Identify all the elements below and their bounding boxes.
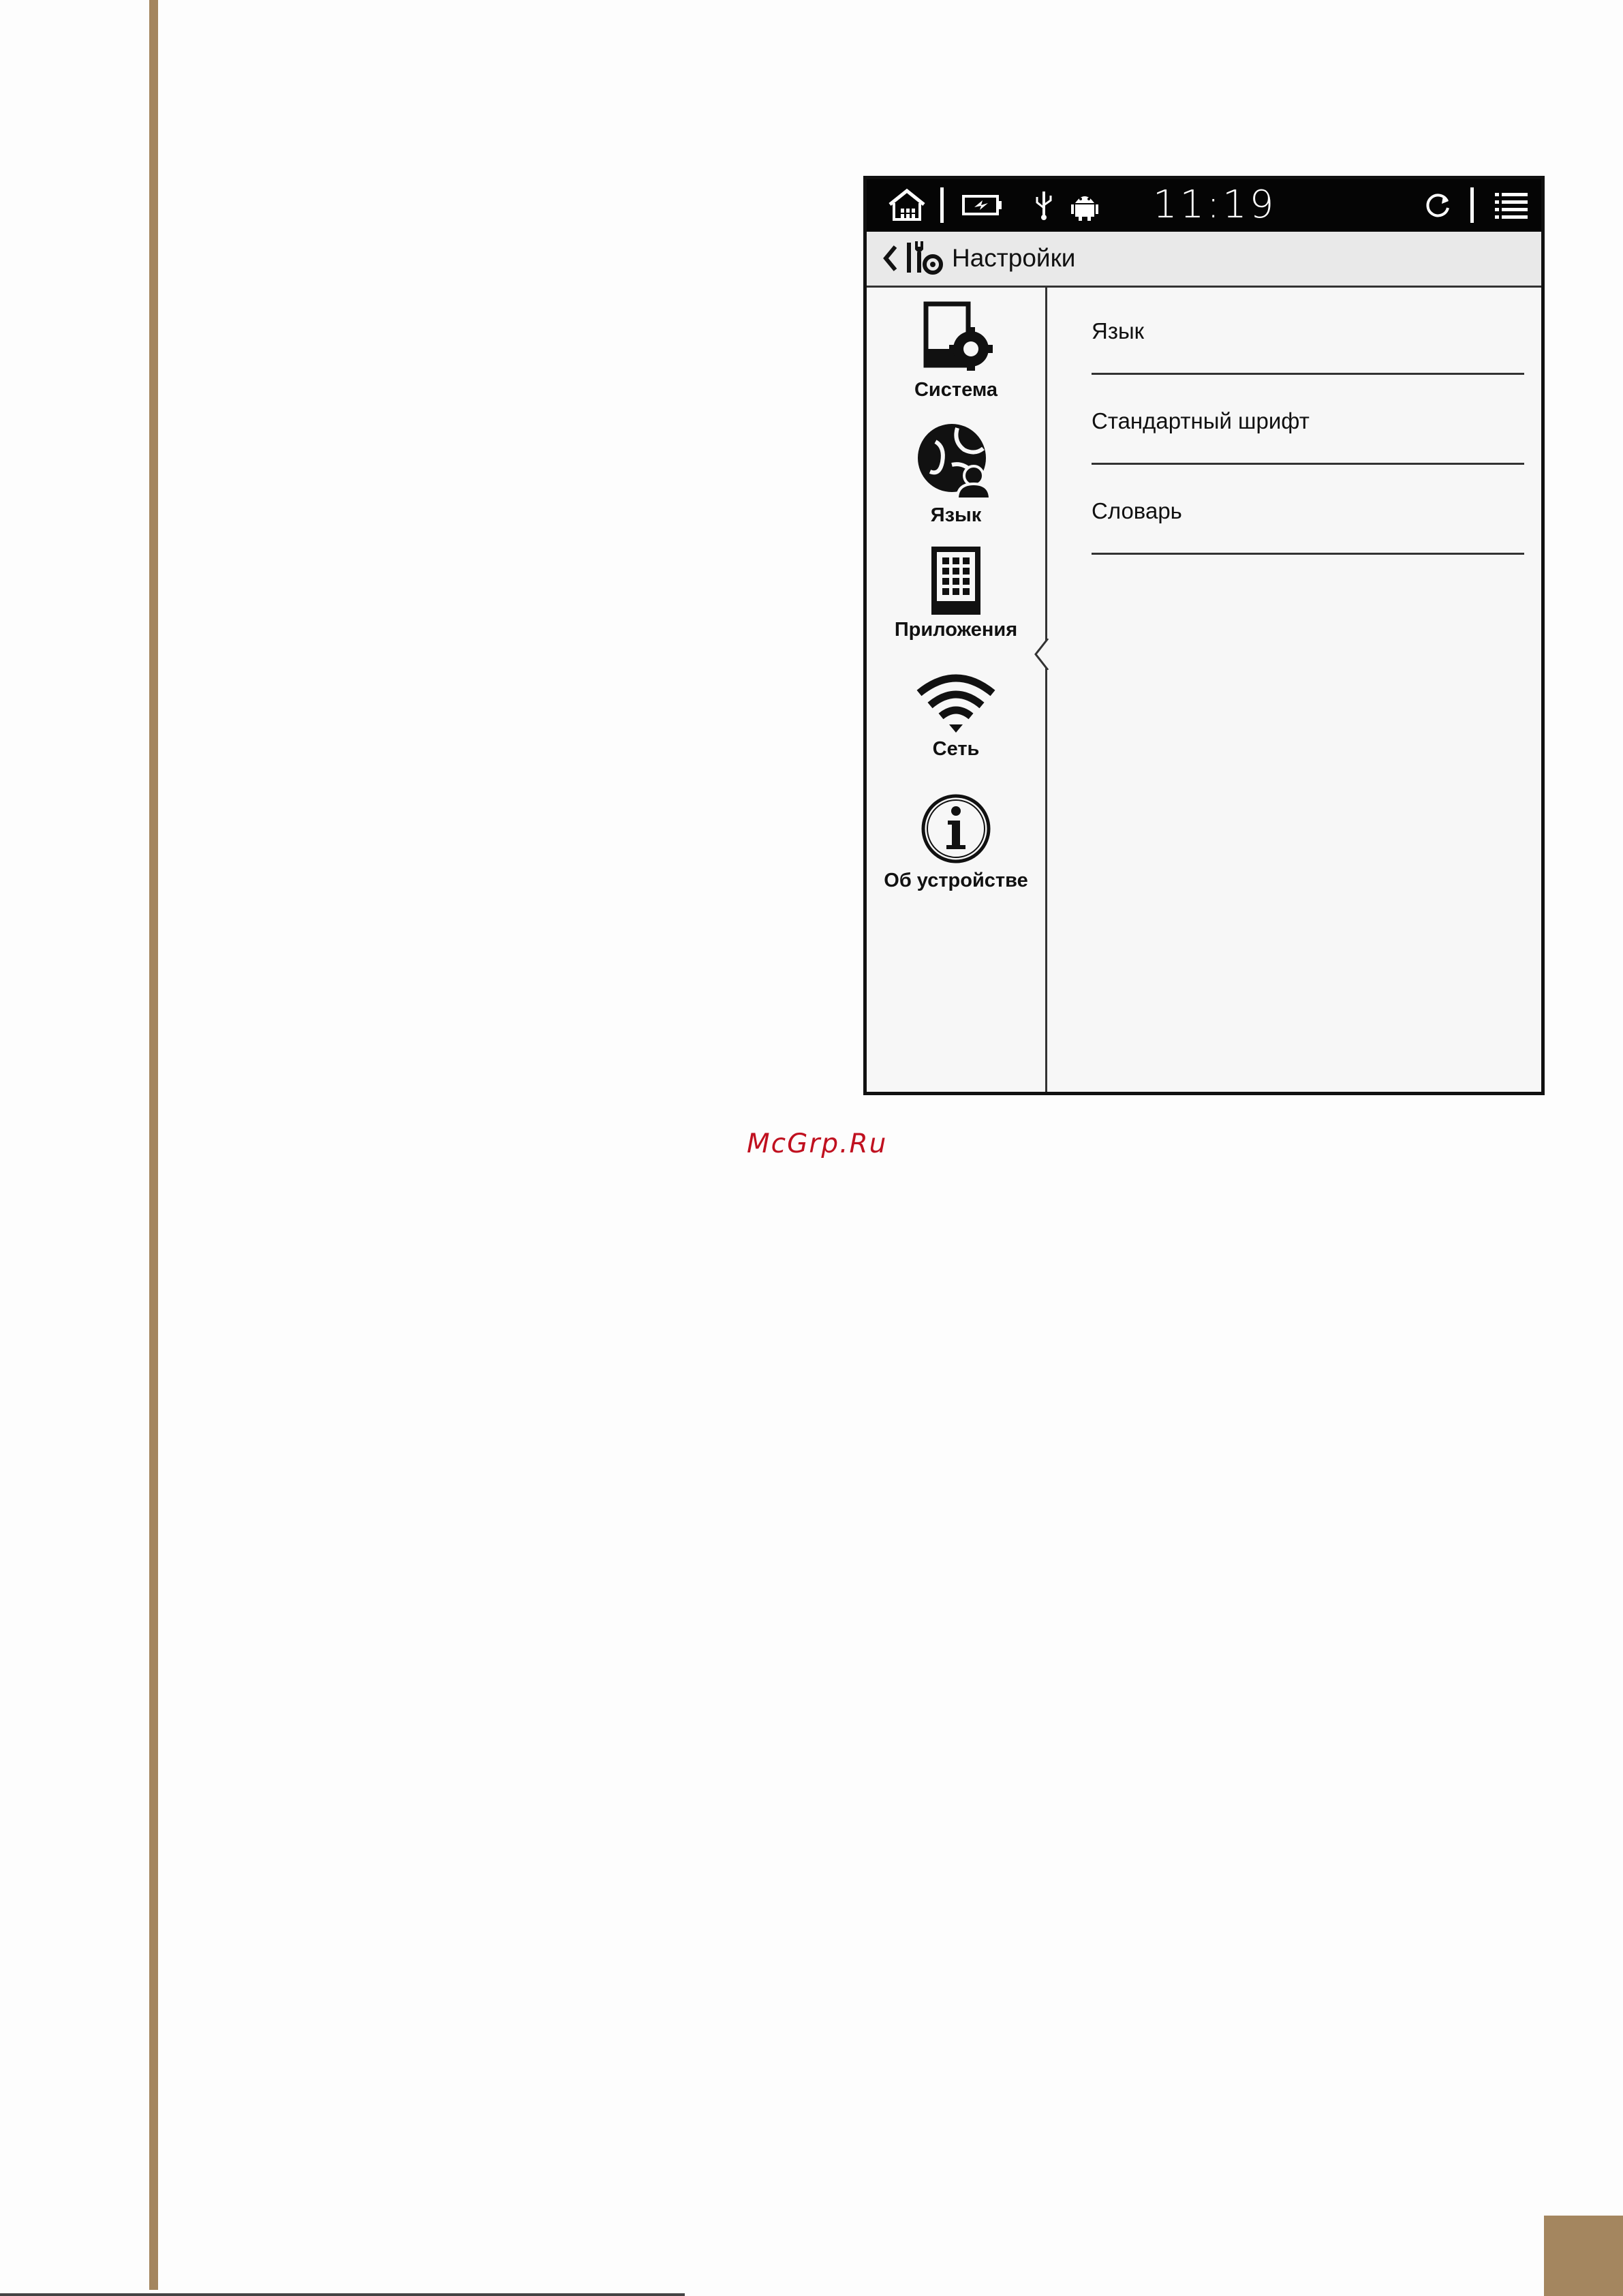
status-clock: 11:19 [1153,183,1277,227]
category-label: Язык [930,504,982,526]
page-bottom-line [0,2293,685,2296]
page-title: Настройки [952,244,1076,272]
status-bar [867,179,1541,232]
category-about[interactable] [867,792,1045,892]
status-separator [1470,187,1474,223]
refresh-icon[interactable] [1423,185,1453,226]
option-language[interactable] [1092,288,1524,375]
category-system[interactable] [867,301,1045,401]
option-dictionary[interactable] [1092,468,1524,555]
info-icon [867,792,1045,866]
watermark: McGrp.Ru [747,1129,888,1159]
settings-tools-icon [904,239,946,281]
apps-grid-icon [867,547,1045,615]
category-label: Об устройстве [884,870,1028,891]
android-icon [1070,185,1100,226]
title-bar [867,232,1541,288]
category-apps[interactable] [867,547,1045,641]
home-icon[interactable] [887,185,927,226]
category-label: Система [914,379,998,401]
tablet-gear-icon [867,301,1045,375]
option-label: Словарь [1092,498,1182,523]
menu-list-icon[interactable] [1494,185,1529,226]
usb-icon [1034,185,1054,226]
category-label: Приложения [894,619,1018,641]
globe-user-icon [867,421,1045,500]
category-sidebar [867,288,1047,1092]
option-label: Стандартный шрифт [1092,408,1310,433]
device-screenshot [863,176,1545,1095]
options-list [1047,288,1541,1092]
page-corner-block [1544,2216,1623,2296]
wifi-icon [867,673,1045,734]
battery-charging-icon [962,185,1003,226]
option-default-font[interactable] [1092,378,1524,465]
status-separator [940,187,944,223]
chevron-left-icon[interactable] [882,241,899,279]
category-label: Сеть [932,738,980,760]
option-label: Язык [1092,318,1145,343]
page-side-bar [149,0,158,2290]
category-network[interactable] [867,673,1045,761]
category-language[interactable] [867,421,1045,527]
